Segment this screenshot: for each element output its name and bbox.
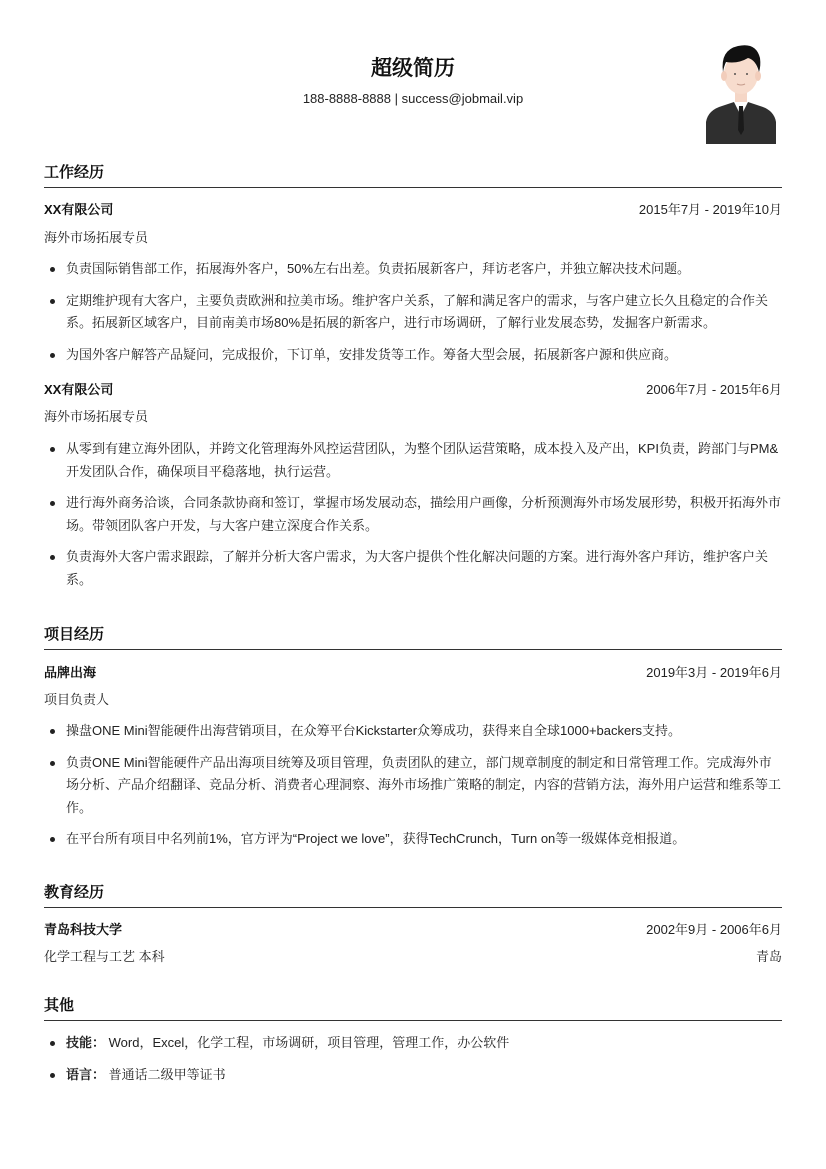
project-entry-1-header: [44, 663, 782, 683]
list-item: 为国外客户解答产品疑问，完成报价，下订单，安排发货等工作。筹备大型会展，拓展新客户源和供应商。: [44, 344, 784, 367]
job-title: 海外市场拓展专员: [44, 409, 149, 424]
list-item: 操盘ONE Mini智能硬件出海营销项目，在众筹平台Kickstarter众筹成功，获得来自全球1000+backers支持。: [44, 720, 784, 743]
section-education: [44, 881, 782, 908]
job-title: 海外市场拓展专员: [44, 230, 149, 245]
divider: [44, 649, 782, 650]
major-degree: 化学工程与工艺 本科: [44, 949, 165, 964]
date-range: 2019年3月 - 2019年6月: [646, 665, 782, 680]
avatar: [704, 40, 778, 144]
school-name: 青岛科技大学: [44, 922, 123, 937]
list-item: 负责国际销售部工作，拓展海外客户，50%左右出差。负责拓展新客户，拜访老客户，并独立解决技术问题。: [44, 258, 784, 281]
education-header: [44, 920, 782, 940]
skills-label: 技能：: [66, 1035, 106, 1050]
divider: [44, 907, 782, 908]
list-item: 进行海外商务洽谈，合同条款协商和签订，掌握市场发展动态，描绘用户画像，分析预测海外市场发展形势，积极开拓海外市场。带领团队客户开发，与大客户建立深度合作关系。: [44, 492, 784, 537]
section-work: [44, 161, 782, 188]
project-name: 品牌出海: [44, 665, 97, 680]
list-item: 从零到有建立海外团队，并跨文化管理海外风控运营团队，为整个团队运营策略，成本投入及产出，KPI负责，跨部门与PM&开发团队合作，确保项目平稳落地，执行运营。: [44, 438, 784, 483]
work-entry-1-header: [44, 200, 782, 220]
contact-line: 188-8888-8888 | success@jobmail.vip: [302, 91, 524, 106]
work-entry-1-role: [44, 228, 782, 248]
section-title-education: 教育经历: [44, 884, 105, 901]
section-title-projects: 项目经历: [44, 626, 105, 643]
date-range: 2006年7月 - 2015年6月: [646, 382, 782, 397]
project-entry-1-role: [44, 690, 782, 710]
list-item: 负责海外大客户需求跟踪，了解并分析大客户需求，为大客户提供个性化解决问题的方案。进行海外客户拜访，维护客户关系。: [44, 546, 784, 591]
school-city: 青岛: [755, 949, 782, 964]
language-item: [44, 1064, 784, 1087]
company-name: XX有限公司: [44, 202, 114, 217]
date-range: 2002年9月 - 2006年6月: [646, 922, 782, 937]
divider: [44, 1020, 782, 1021]
candidate-name: 超级简历: [371, 57, 455, 80]
language-label: 语言：: [66, 1066, 106, 1082]
section-projects: [44, 623, 782, 650]
list-item: 在平台所有项目中名列前1%，官方评为“Project we love”，获得TechCrunch，Turn on等一级媒体竞相报道。: [44, 828, 784, 851]
project-entry-1-bullets: [44, 720, 784, 860]
work-entry-2-header: [44, 380, 782, 400]
language-value: 普通话二级甲等证书: [108, 1066, 226, 1082]
work-entry-1-bullets: [44, 258, 784, 375]
section-title-other: 其他: [44, 997, 75, 1014]
education-details: [44, 947, 782, 967]
work-entry-2-role: [44, 407, 782, 427]
skills-value: Word，Excel，化学工程，市场调研，项目管理，管理工作，办公软件: [108, 1035, 510, 1050]
skills-item: [44, 1032, 784, 1055]
other-bullets: [44, 1032, 784, 1095]
project-role: 项目负责人: [44, 692, 110, 707]
work-entry-2-bullets: [44, 438, 784, 600]
list-item: 定期维护现有大客户，主要负责欧洲和拉美市场。维护客户关系，了解和满足客户的需求，与客户建立长久且稳定的合作关系。拓展新区域客户，目前南美市场80%是拓展的新客户，进行市场调研，了解行业发展态势，发掘客户新需求。: [44, 290, 784, 335]
section-title-work: 工作经历: [44, 164, 105, 181]
list-item: 负责ONE Mini智能硬件产品出海项目统筹及项目管理，负责团队的建立，部门规章制度的制定和日常管理工作。完成海外市场分析、产品介绍翻译、竞品分析、消费者心理洞察、海外市场推广策略的制定，内容的营销方法，海外用户运营和维系等工作。: [44, 752, 784, 820]
divider: [44, 187, 782, 188]
section-other: [44, 994, 782, 1021]
date-range: 2015年7月 - 2019年10月: [638, 202, 782, 217]
company-name: XX有限公司: [44, 382, 114, 397]
